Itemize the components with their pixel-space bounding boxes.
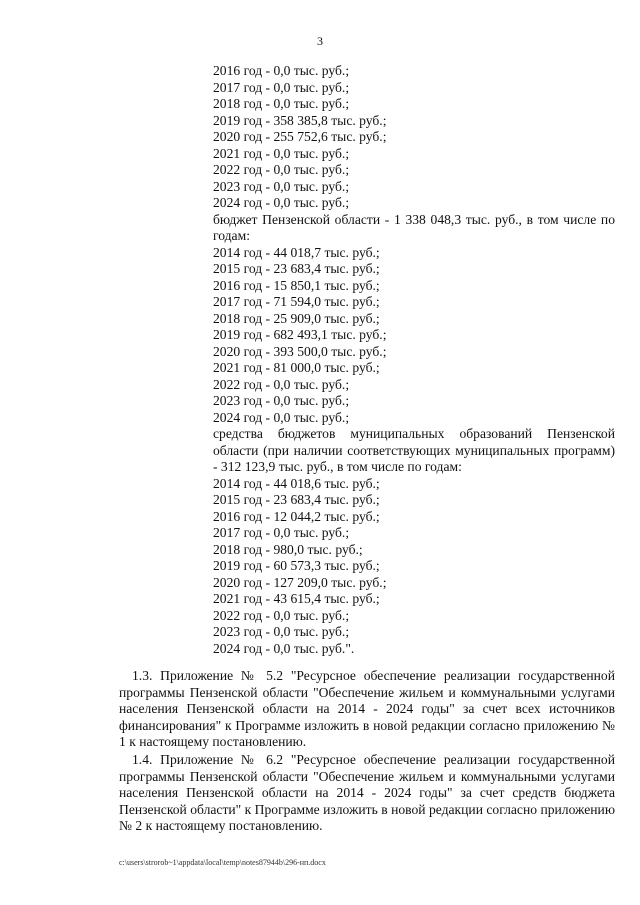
list-item: 2024 год - 0,0 тыс. руб.; (213, 195, 350, 210)
list-item: 2019 год - 358 385,8 тыс. руб.; (213, 112, 387, 128)
list-item: 2024 год - 0,0 тыс. руб.; (213, 409, 350, 425)
list-item: 2021 год - 0,0 тыс. руб.; (213, 145, 350, 161)
list-item: 2020 год - 393 500,0 тыс. руб.; (213, 343, 387, 359)
list-item: 2015 год - 23 683,4 тыс. руб.; (213, 492, 380, 507)
list-item: 2016 год - 0,0 тыс. руб.; (213, 63, 350, 78)
list-item: 2014 год - 44 018,7 тыс. руб.; (213, 244, 380, 260)
list-item: 2023 год - 0,0 тыс. руб.; (213, 178, 350, 194)
list-item: 2023 год - 0,0 тыс. руб.; (213, 624, 350, 639)
list-item: 2023 год - 0,0 тыс. руб.; (213, 393, 350, 408)
year-list-municipal (213, 476, 615, 658)
list-item: 2018 год - 25 909,0 тыс. руб.; (213, 310, 380, 326)
year-list-federal (213, 63, 615, 212)
paragraph-text: 1.3. Приложение № 5.2 "Ресурсное обеспечение реализации государственной программы Пензенской области "Обеспечение жильем и коммунальными услугами населения Пензенской области на 2014 - 2024 годы" за счет всех источников финансирования" к Программе изложить в новой редакции согласно приложению № 1 к настоящему постановлению. (119, 668, 615, 749)
list-item: 2022 год - 0,0 тыс. руб.; (213, 162, 350, 177)
paragraph-text: 1.4. Приложение № 6.2 "Ресурсное обеспечение реализации государственной программы Пензенской области "Обеспечение жильем и коммунальными услугами населения Пензенской области на 2014 - 2024 годы" за счет средств бюджета Пензенской области" к Программе изложить в новой редакции согласно приложению № 2 к настоящему постановлению. (119, 752, 615, 833)
list-item: 2015 год - 23 683,4 тыс. руб.; (213, 261, 380, 276)
list-item: 2019 год - 60 573,3 тыс. руб.; (213, 558, 380, 573)
list-item: 2016 год - 12 044,2 тыс. руб.; (213, 508, 380, 524)
list-item: 2020 год - 127 209,0 тыс. руб.; (213, 574, 387, 590)
list-item: 2018 год - 0,0 тыс. руб.; (213, 96, 350, 111)
list-item: 2021 год - 81 000,0 тыс. руб.; (213, 360, 380, 375)
list-item: 2017 год - 71 594,0 тыс. руб.; (213, 294, 380, 309)
list-item: 2014 год - 44 018,6 тыс. руб.; (213, 475, 380, 491)
list-item: 2024 год - 0,0 тыс. руб.". (213, 640, 355, 656)
file-path-footer: c:\users\strorob~1\appdata\local\temp\notes87944b\296-нп.docx (119, 858, 326, 867)
list-item: 2019 год - 682 493,1 тыс. руб.; (213, 327, 387, 342)
region-budget-intro: бюджет Пензенской области - 1 338 048,3 тыс. руб., в том числе по годам: (213, 211, 615, 243)
list-item: 2017 год - 0,0 тыс. руб.; (213, 79, 350, 95)
list-item: 2022 год - 0,0 тыс. руб.; (213, 376, 350, 392)
paragraph-1-4 (119, 752, 615, 835)
page-number: 3 (317, 34, 323, 48)
funding-breakdown (213, 63, 615, 657)
municipal-budget-intro: средства бюджетов муниципальных образований Пензенской области (при наличии соответствующих муниципальных программ) - 312 123,9 тыс. руб., в том числе по годам: (213, 426, 615, 474)
list-item: 2018 год - 980,0 тыс. руб.; (213, 541, 363, 557)
list-item: 2016 год - 15 850,1 тыс. руб.; (213, 277, 380, 293)
year-list-region (213, 245, 615, 427)
list-item: 2017 год - 0,0 тыс. руб.; (213, 525, 350, 540)
paragraph-1-3 (119, 668, 615, 751)
list-item: 2020 год - 255 752,6 тыс. руб.; (213, 129, 387, 144)
list-item: 2021 год - 43 615,4 тыс. руб.; (213, 591, 380, 606)
list-item: 2022 год - 0,0 тыс. руб.; (213, 607, 350, 623)
